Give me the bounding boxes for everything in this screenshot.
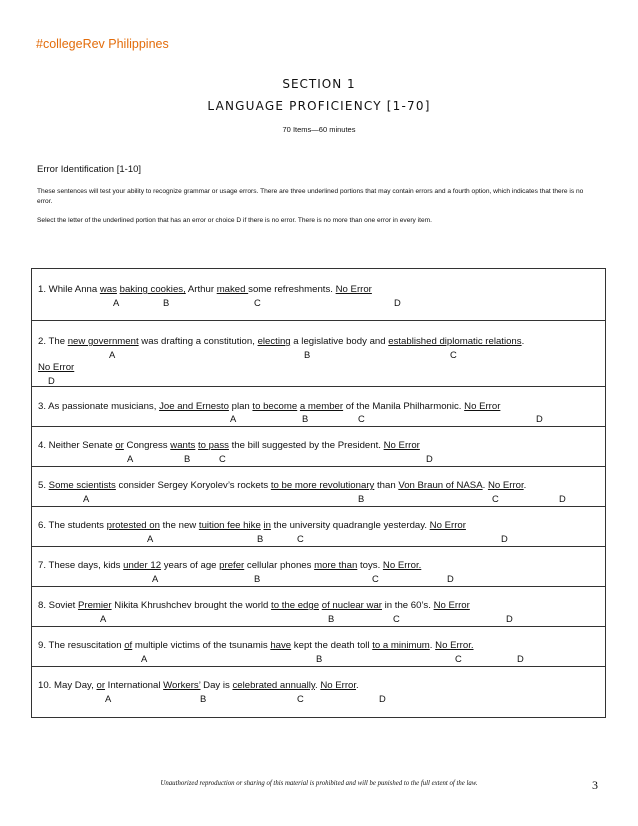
option-b-text: Workers’: [163, 680, 201, 691]
option-d-text: No Error: [464, 401, 501, 412]
option-a-text: Premier: [78, 600, 112, 611]
text: 7. These days, kids: [38, 560, 124, 571]
item-6: [32, 507, 605, 547]
option-d-letter: D: [379, 693, 386, 704]
text: in the 60’s.: [382, 600, 434, 611]
item-4: [32, 427, 605, 467]
text: .: [482, 480, 488, 491]
item-1-sentence: [38, 284, 372, 295]
text: .: [356, 680, 359, 691]
option-a-letter: A: [83, 493, 90, 504]
text: the university quadrangle yesterday.: [270, 520, 430, 531]
text: 4. Neither Senate: [38, 440, 116, 451]
option-d-text: No Error: [433, 600, 470, 611]
item-5-sentence: [38, 480, 526, 491]
option-b-text: prefer: [219, 560, 245, 571]
text: kept the death toll: [291, 640, 373, 651]
text: .: [523, 480, 527, 491]
option-b-letter: B: [200, 693, 207, 704]
option-c-letter: C: [492, 493, 499, 504]
option-d-letter: D: [394, 297, 401, 308]
text: years of age: [161, 560, 220, 571]
item-3: [32, 387, 605, 427]
option-d-text: No Error: [383, 440, 420, 451]
option-b-letter: B: [358, 493, 365, 504]
option-a-text: new government: [67, 336, 139, 347]
text: cellular phones: [244, 560, 315, 571]
option-c-text: in: [263, 520, 271, 531]
page-subtitle: 70 Items—60 minutes: [282, 125, 356, 134]
option-d-text: No Error: [487, 480, 524, 491]
item-9: [32, 627, 605, 667]
option-d-text: No Error: [335, 284, 372, 295]
option-c-text: to a minimum: [372, 640, 430, 651]
option-c-letter: C: [358, 413, 365, 424]
item-2: [32, 321, 605, 387]
page-number: 3: [592, 778, 598, 792]
text: International: [105, 680, 164, 691]
footer-notice: Unauthorized reproduction or sharing of this material is prohibited and will be punished to the full extent of the law.: [160, 780, 478, 787]
option-a-letter: A: [230, 413, 237, 424]
text: toys.: [357, 560, 383, 571]
option-d-text: No Error.: [435, 640, 474, 651]
option-a-text: Some scientists: [48, 480, 116, 491]
option-d-letter: D: [501, 533, 508, 544]
item-7: [32, 547, 605, 587]
section-heading: SECTION 1: [282, 77, 356, 91]
text: plan: [228, 401, 253, 412]
option-c-letter: C: [393, 613, 400, 624]
item-8-sentence: [38, 600, 470, 611]
text: a legislative body and: [290, 336, 389, 347]
option-a-letter: A: [113, 297, 120, 308]
option-a-letter: A: [105, 693, 112, 704]
text: .: [314, 680, 321, 691]
text: the bill suggested by the President.: [228, 440, 384, 451]
text: than: [374, 480, 399, 491]
option-d-letter: D: [426, 453, 433, 464]
item-10: [32, 667, 605, 717]
option-b-letter: B: [304, 349, 311, 360]
option-a-text: Joe and Ernesto: [159, 401, 229, 412]
option-c-letter: C: [372, 573, 379, 584]
instruction-paragraph-2: Select the letter of the underlined portion that has an error or choice D if there is no error. There is no more than one error in every item.: [37, 217, 432, 224]
option-a-letter: A: [109, 349, 116, 360]
option-b-letter: B: [328, 613, 335, 624]
text: 2. The: [38, 336, 68, 347]
item-5: [32, 467, 605, 507]
text: 6. The students: [38, 520, 107, 531]
option-d-letter: D: [559, 493, 566, 504]
text: 8. Soviet: [38, 600, 78, 611]
option-c-text: Von Braun of NASA: [398, 480, 483, 491]
option-d-text: No Error: [38, 362, 75, 373]
option-b-text: baking cookies,: [119, 284, 186, 295]
brand-label: #collegeRev Philippines: [36, 37, 169, 51]
text: consider Sergey Koryolev’s rockets: [115, 480, 271, 491]
option-c-letter: C: [455, 653, 462, 664]
option-a-text: or: [115, 440, 124, 451]
option-b-letter: B: [184, 453, 191, 464]
option-a-text: was: [99, 284, 117, 295]
option-d-text: No Error: [320, 680, 357, 691]
option-a-letter: A: [152, 573, 159, 584]
option-b-letter: B: [316, 653, 323, 664]
text: 9. The resuscitation: [38, 640, 125, 651]
option-c-letter: C: [297, 533, 304, 544]
option-a-letter: A: [147, 533, 154, 544]
option-d-text: No Error.: [382, 560, 422, 571]
part-heading: Error Identification [1-10]: [37, 164, 142, 175]
option-c-text: a member: [299, 401, 344, 412]
text: .: [521, 336, 525, 347]
option-a-text: or: [96, 680, 106, 691]
item-6-sentence: [38, 520, 466, 531]
text: some refreshments.: [248, 284, 336, 295]
item-1: [32, 269, 605, 321]
item-9-sentence: [38, 640, 474, 651]
option-d-letter: D: [48, 375, 55, 386]
text: the new: [159, 520, 199, 531]
instruction-paragraph-1: These sentences will test your ability to recognize grammar or usage errors. There are three underlined portions that may contain errors and a fourth option, which indicates that there is no error.: [37, 188, 584, 205]
item-2-sentence: [38, 336, 524, 347]
item-3-sentence: [38, 401, 500, 412]
option-c-text: maked: [216, 284, 249, 295]
text: 5.: [38, 480, 49, 491]
text: 3. As passionate musicians,: [38, 401, 160, 412]
text: multiple victims of the tsunamis: [132, 640, 271, 651]
option-d-text: No Error: [429, 520, 466, 531]
page-title: LANGUAGE PROFICIENCY [1-70]: [207, 99, 431, 113]
option-c-letter: C: [297, 693, 304, 704]
option-c-text: celebrated annually: [232, 680, 315, 691]
text: Arthur: [185, 284, 217, 295]
option-a-text: protested on: [106, 520, 160, 531]
option-d-letter: D: [517, 653, 524, 664]
items-table: [31, 268, 606, 718]
option-a-text: of: [124, 640, 133, 651]
option-b-text: to the edge: [271, 600, 320, 611]
option-a-letter: A: [100, 613, 107, 624]
option-b-letter: B: [257, 533, 264, 544]
text: of the Manila Philharmonic.: [343, 401, 465, 412]
option-a-text: under 12: [123, 560, 162, 571]
option-b-text: tuition fee hike: [198, 520, 261, 531]
option-c-letter: C: [254, 297, 261, 308]
text: 1. While Anna: [38, 284, 100, 295]
item-10-sentence: [38, 680, 359, 691]
text: 10. May Day,: [38, 680, 97, 691]
option-b-text: electing: [257, 336, 291, 347]
option-c-text: of nuclear war: [321, 600, 382, 611]
option-b-text: to become: [252, 401, 298, 412]
option-b-letter: B: [302, 413, 309, 424]
option-b-text: to be more revolutionary: [270, 480, 375, 491]
option-b-letter: B: [163, 297, 170, 308]
option-b-letter: B: [254, 573, 261, 584]
option-b-text: wants: [170, 440, 196, 451]
option-c-letter: C: [450, 349, 457, 360]
option-a-letter: A: [141, 653, 148, 664]
text: was drafting a constitution,: [138, 336, 258, 347]
text: Day is: [200, 680, 233, 691]
option-d-letter: D: [506, 613, 513, 624]
item-8: [32, 587, 605, 627]
option-a-letter: A: [127, 453, 134, 464]
option-d-letter: D: [536, 413, 543, 424]
option-c-text: more than: [314, 560, 358, 571]
text: Nikita Khrushchev brought the world: [111, 600, 272, 611]
item-7-sentence: [38, 560, 421, 571]
option-c-letter: C: [219, 453, 226, 464]
option-b-text: have: [270, 640, 292, 651]
text: Congress: [123, 440, 171, 451]
option-d-letter: D: [447, 573, 454, 584]
text: .: [429, 640, 436, 651]
option-c-text: to pass: [198, 440, 229, 451]
option-c-text: established diplomatic relations: [388, 336, 522, 347]
item-4-sentence: [38, 440, 420, 451]
